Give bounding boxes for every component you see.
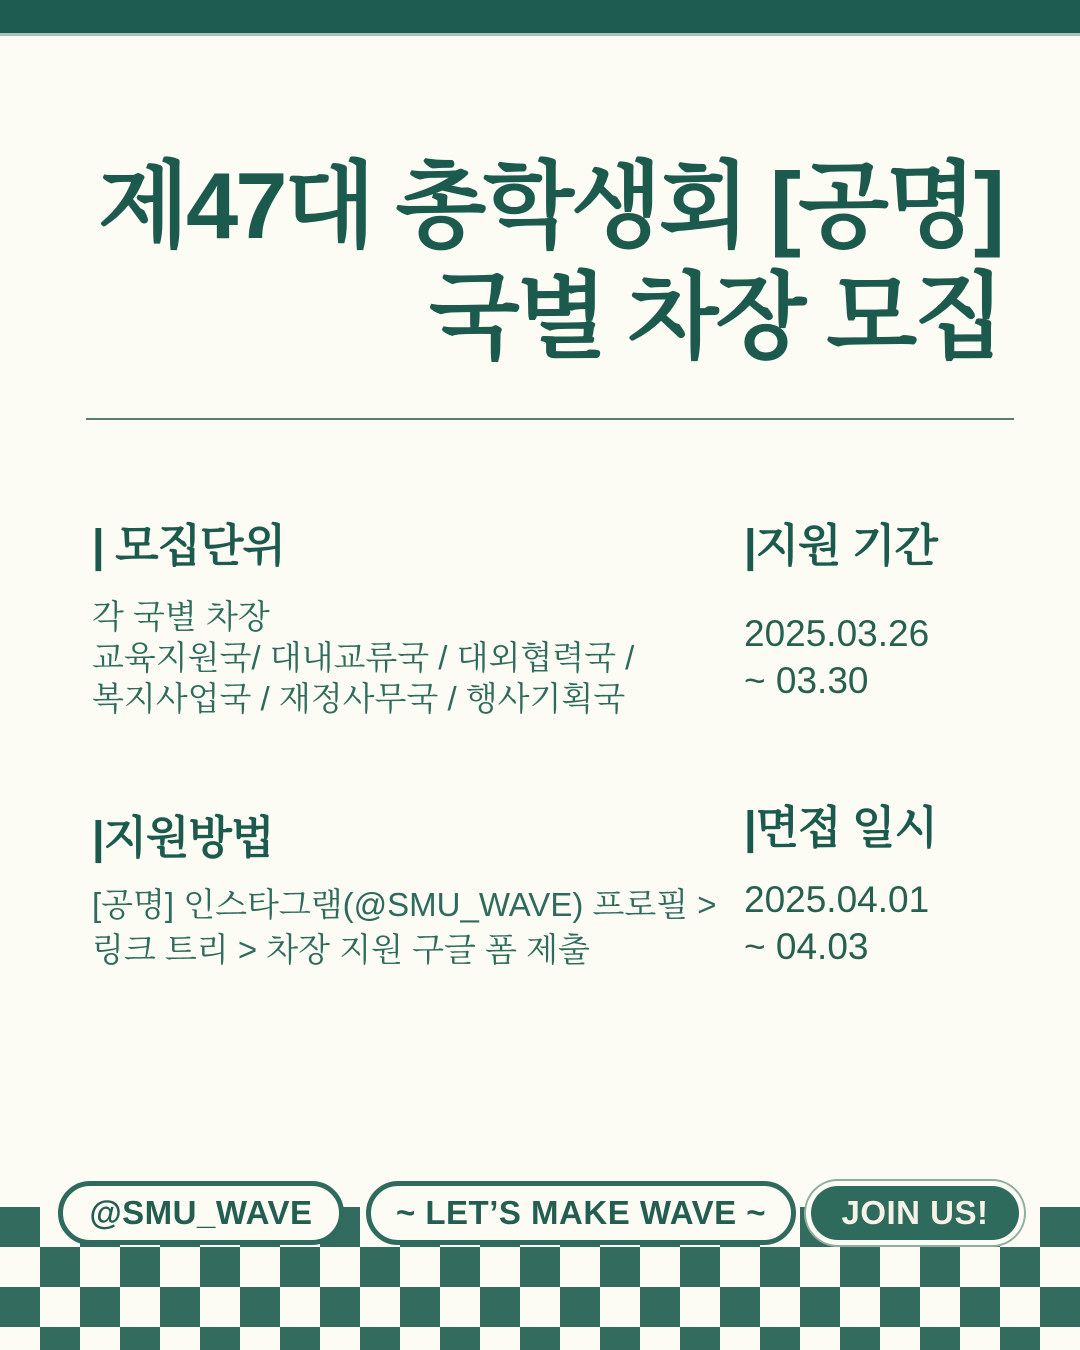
interview-schedule-body [744, 876, 937, 970]
application-period-end-date: ~ 03.30 [744, 660, 869, 701]
slogan-pill: ~ LET’S MAKE WAVE ~ [366, 1181, 796, 1245]
application-period-body [744, 610, 937, 704]
application-period-start-date: 2025.03.26 [744, 613, 930, 654]
application-method-heading: |지원방법 [92, 812, 274, 863]
poster-title [60, 150, 1002, 372]
recruit-units-body [92, 596, 634, 719]
interview-schedule-heading: |면접 일시 [744, 802, 937, 853]
recruit-units-line-1: 각 국별 차장 [92, 598, 270, 635]
recruit-units-line-3: 복지사업국 / 재정사무국 / 행사기획국 [92, 680, 626, 717]
application-method-body [92, 882, 717, 972]
section-application-period [744, 520, 937, 704]
divider-line [86, 418, 1014, 420]
section-application-method [92, 812, 717, 972]
application-method-line-1: [공명] 인스타그램(@SMU_WAVE) 프로필 > [92, 886, 717, 923]
interview-end-date: ~ 04.03 [744, 926, 869, 967]
section-recruit-units [92, 520, 634, 719]
recruit-units-line-2: 교육지원국/ 대내교류국 / 대외협력국 / [92, 639, 635, 676]
application-period-heading: |지원 기간 [744, 520, 937, 571]
title-line-1: 제47대 총학생회 [공명] [98, 153, 1002, 258]
join-us-pill: JOIN US! [806, 1181, 1024, 1245]
recruit-units-heading: | 모집단위 [92, 520, 285, 571]
interview-start-date: 2025.04.01 [744, 879, 930, 920]
top-bar [0, 0, 1080, 36]
title-line-2: 국별 차장 모집 [428, 264, 1002, 369]
section-interview-schedule [744, 802, 937, 970]
instagram-handle-pill: @SMU_WAVE [58, 1181, 344, 1245]
application-method-line-2: 링크 트리 > 차장 지원 구글 폼 제출 [92, 931, 590, 968]
